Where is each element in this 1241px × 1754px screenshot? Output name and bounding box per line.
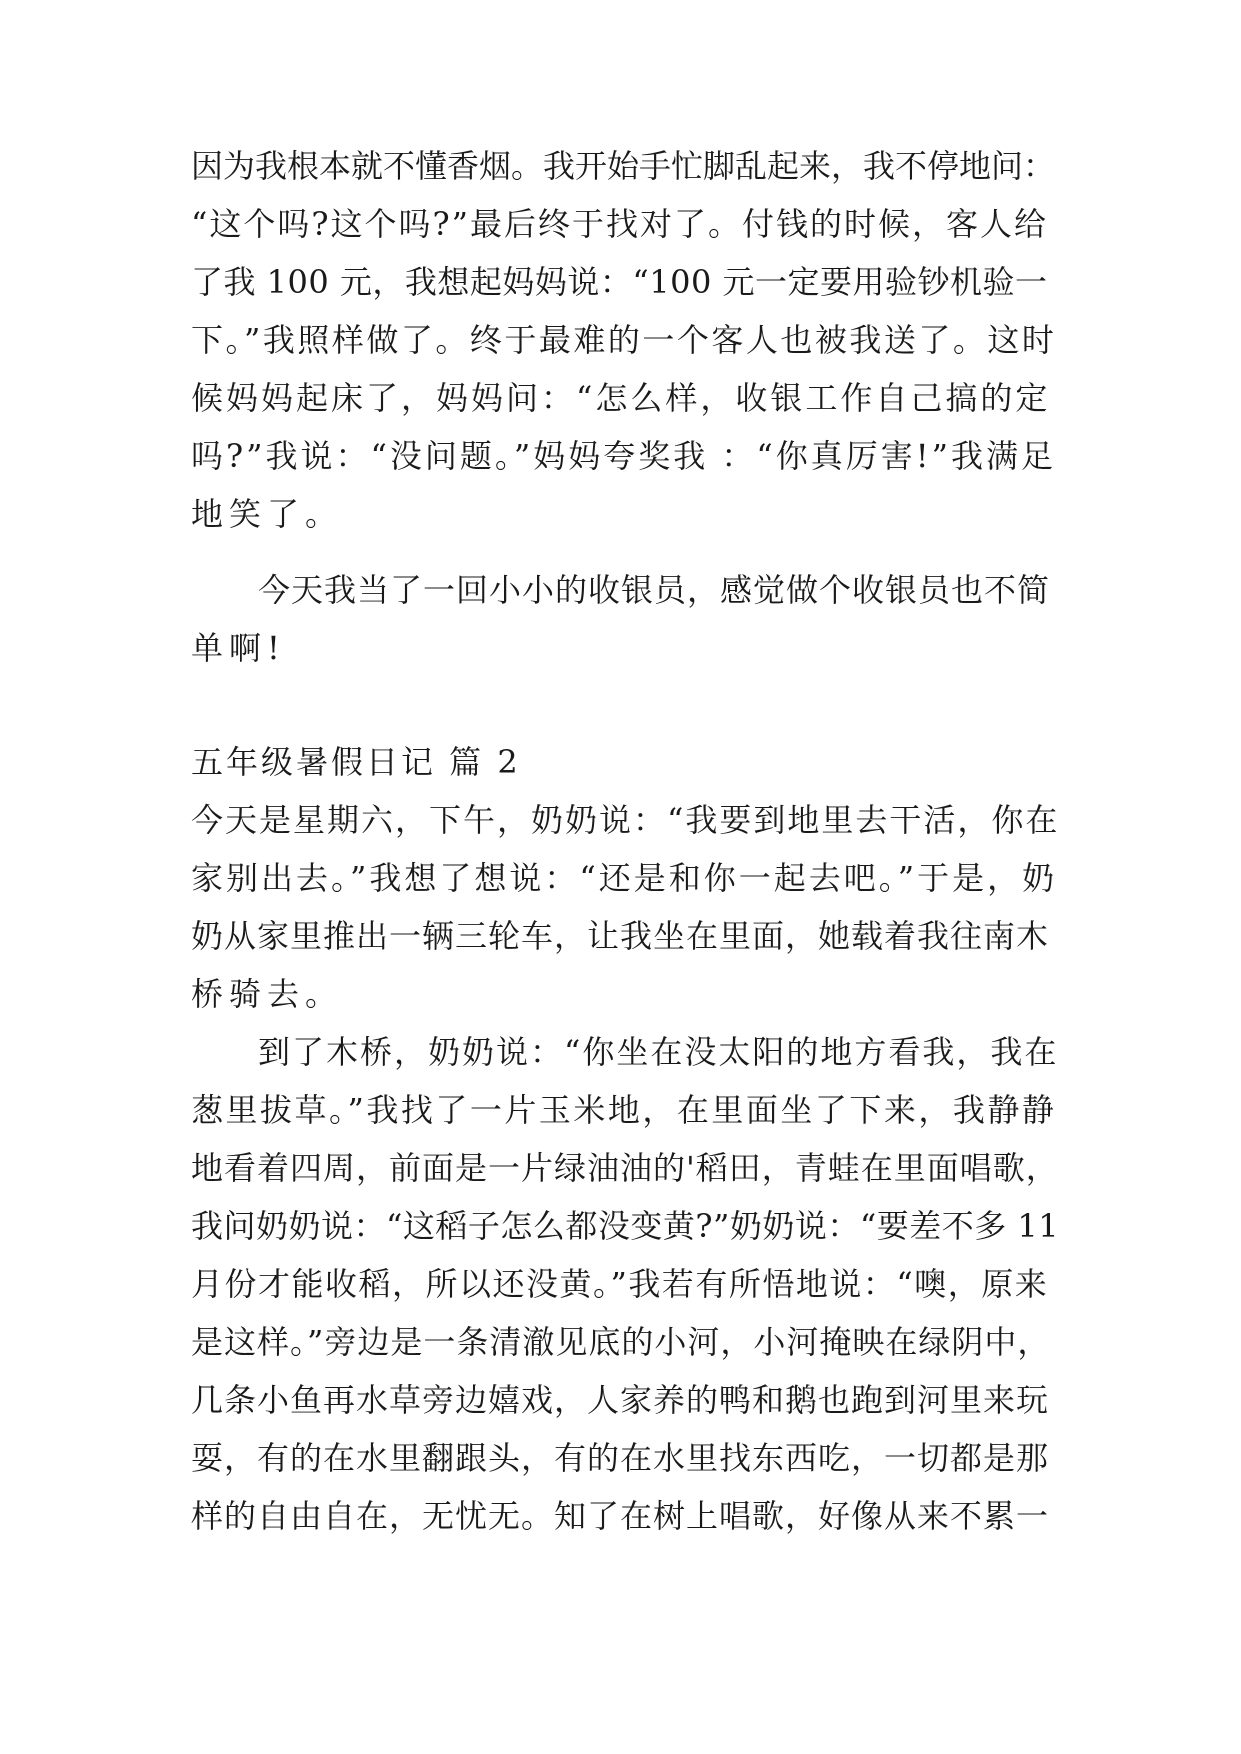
text-line: 到了木桥，奶奶说：“你坐在没太阳的地方看我，我在 — [258, 1033, 1059, 1071]
text-line: 单啊! — [191, 629, 286, 667]
text-line: 吗?”我说：“没问题。”妈妈夸奖我 ：“你真厉害!”我满足 — [191, 437, 1056, 475]
text-line: 今天是星期六，下午，奶奶说：“我要到地里去干活，你在 — [191, 801, 1060, 839]
text-line: 地笑了。 — [191, 495, 344, 533]
text-line: 家别出去。”我想了想说：“还是和你一起去吧。”于是，奶 — [191, 859, 1058, 897]
text-line: “这个吗?这个吗?”最后终于找对了。付钱的时候，客人给 — [191, 205, 1049, 243]
text-line: 几条小鱼再水草旁边嬉戏，人家养的鸭和鹅也跑到河里来玩 — [191, 1381, 1050, 1419]
text-line: 样的自由自在，无忧无。知了在树上唱歌，好像从来不累一 — [191, 1497, 1050, 1535]
text-line: 下。”我照样做了。终于最难的一个客人也被我送了。这时 — [191, 321, 1057, 359]
text-line: 候妈妈起床了，妈妈问：“怎么样，收银工作自己搞的定 — [191, 379, 1051, 417]
text-line: 我问奶奶说：“这稻子怎么都没变黄?”奶奶说：“要差不多 11 — [191, 1207, 1060, 1245]
text-line: 了我 100 元，我想起妈妈说：“100 元一定要用验钞机验一 — [191, 263, 1048, 301]
text-line: 桥骑去。 — [191, 975, 344, 1013]
text-line: 地看着四周，前面是一片绿油油的'稻田，青蛙在里面唱歌， — [191, 1149, 1059, 1187]
text-line: 奶从家里推出一辆三轮车，让我坐在里面，她载着我往南木 — [191, 917, 1050, 955]
section-heading: 五年级暑假日记 篇 2 — [191, 743, 521, 781]
text-line: 因为我根本就不懂香烟。我开始手忙脚乱起来，我不停地问： — [191, 147, 1056, 185]
text-line: 月份才能收稻，所以还没黄。”我若有所悟地说：“噢，原来 — [191, 1265, 1049, 1303]
text-line: 耍，有的在水里翻跟头，有的在水里找东西吃，一切都是那 — [191, 1439, 1050, 1477]
text-line: 今天我当了一回小小的收银员，感觉做个收银员也不简 — [258, 571, 1051, 609]
text-line: 是这样。”旁边是一条清澈见底的小河，小河掩映在绿阴中， — [191, 1323, 1051, 1361]
text-line: 葱里拔草。”我找了一片玉米地，在里面坐了下来，我静静 — [191, 1091, 1057, 1129]
